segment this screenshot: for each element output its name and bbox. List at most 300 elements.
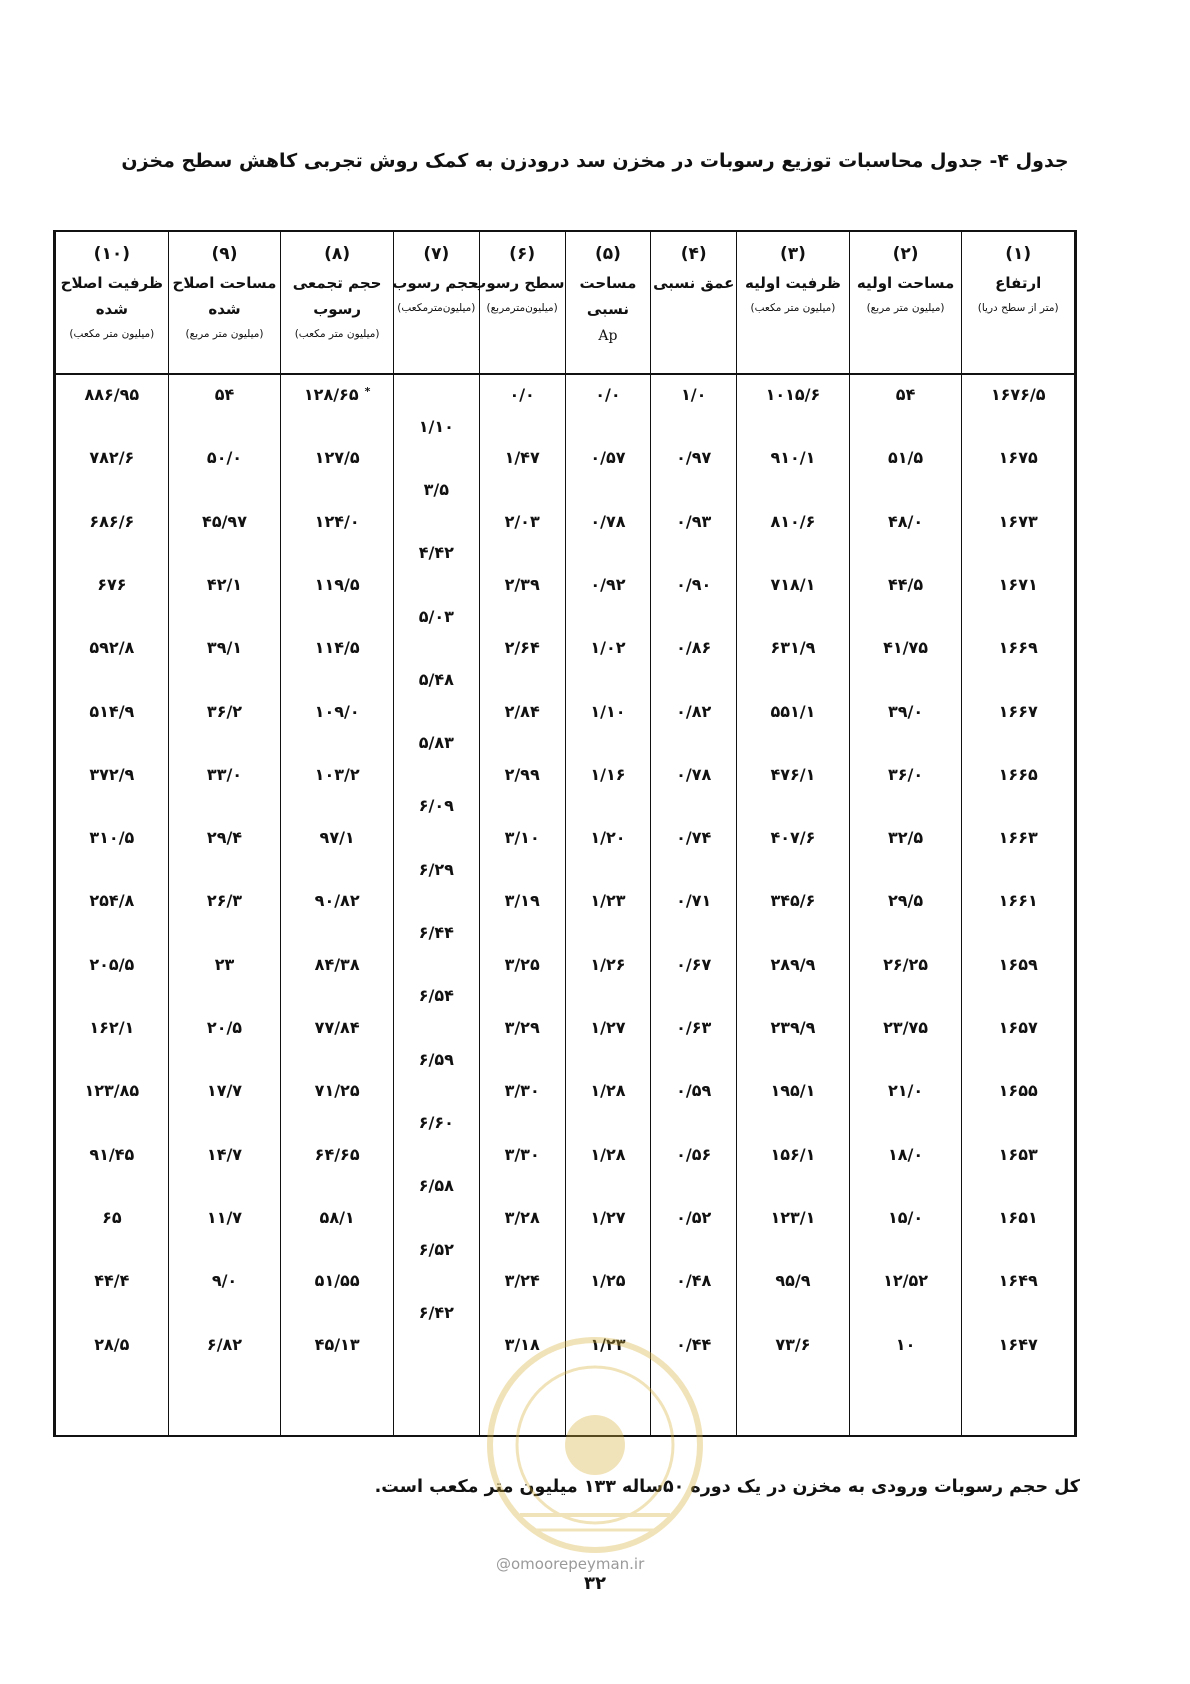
sediment-volume-cell: ۱/۱۰ bbox=[418, 416, 454, 436]
table-cell bbox=[651, 1018, 736, 1037]
cell-value: ۸۱۰/۶ bbox=[770, 511, 816, 531]
column-unit: (میلیون متر مکعب) bbox=[69, 328, 155, 340]
cell-value: ۴۴/۵ bbox=[887, 574, 924, 594]
cell-value: ۰/۹۷ bbox=[676, 448, 712, 468]
table-cell bbox=[56, 385, 168, 404]
cell-value: ۹۵/۹ bbox=[775, 1271, 811, 1291]
table-cell bbox=[651, 638, 736, 657]
cell-value: ۳۶/۰ bbox=[887, 764, 924, 784]
cell-value: ۰/۹۳ bbox=[676, 511, 712, 531]
cell-value: ۱۶۵۱ bbox=[998, 1207, 1038, 1227]
cell-value: ۴۵/۹۷ bbox=[202, 511, 247, 531]
table-cell bbox=[566, 1081, 651, 1100]
cell-value: ۰/۵۶ bbox=[676, 1144, 712, 1164]
cell-value: ۰/۵۲ bbox=[676, 1207, 712, 1227]
column-name: مساحت اولیه bbox=[856, 274, 955, 292]
cell-value: ۱۶۵۳ bbox=[998, 1144, 1038, 1164]
table-cell bbox=[737, 702, 849, 721]
cell-value: ۱۶۵۵ bbox=[998, 1081, 1038, 1101]
cell-value: ۱۲۳/۸۵ bbox=[84, 1081, 140, 1101]
cell-value: ۱۶۶۳ bbox=[998, 828, 1038, 848]
cell-value: ۵۸/۱ bbox=[319, 1207, 355, 1227]
table-cell bbox=[281, 512, 393, 531]
sediment-volume-cell: ۵/۰۳ bbox=[418, 606, 454, 626]
cell-value: ۶۷۶ bbox=[97, 574, 127, 594]
column-3-values bbox=[737, 374, 850, 1435]
cell-value: ۱۶۷۵ bbox=[998, 448, 1038, 468]
cell-value: ۱۹۵/۱ bbox=[770, 1081, 816, 1101]
cell-value: ۰/۵۷ bbox=[590, 448, 626, 468]
table-cell bbox=[850, 385, 962, 404]
cell-value: ۰/۸۶ bbox=[676, 638, 712, 658]
cell-value: ۳۶/۲ bbox=[206, 701, 243, 721]
cell-value: ۰/۶۷ bbox=[676, 954, 712, 974]
cell-value: ۵۵۱/۱ bbox=[770, 701, 816, 721]
table-cell bbox=[169, 765, 281, 784]
table-cell bbox=[850, 891, 962, 910]
table-cell bbox=[737, 765, 849, 784]
cell-value: ۴۷۶/۱ bbox=[770, 764, 816, 784]
table-cell bbox=[737, 1145, 849, 1164]
cell-value: ۱۶۲/۱ bbox=[89, 1018, 135, 1037]
cell-value: ۸۸۶/۹۵ bbox=[84, 385, 140, 404]
cell-value: ۹۱/۴۵ bbox=[89, 1144, 135, 1164]
table-cell bbox=[281, 448, 393, 467]
table-cell bbox=[651, 765, 736, 784]
cell-value: ۱/۲۳ bbox=[590, 891, 626, 911]
sediment-table bbox=[53, 230, 1077, 1437]
table-cell bbox=[281, 575, 393, 594]
table-cell bbox=[566, 1335, 651, 1354]
column-10-values bbox=[56, 374, 169, 1435]
table-cell bbox=[56, 1271, 168, 1290]
table-cell bbox=[850, 575, 962, 594]
table-cell bbox=[850, 1145, 962, 1164]
table-cell bbox=[566, 1018, 651, 1037]
cell-value: ۲۱/۰ bbox=[887, 1081, 924, 1101]
cell-value: ۱۱۹/۵ bbox=[314, 574, 360, 594]
table-cell bbox=[850, 765, 962, 784]
column-number: (۳) bbox=[779, 244, 806, 264]
cell-value: ۱/۲۳ bbox=[590, 1334, 626, 1354]
column-name: ارتفاع bbox=[995, 274, 1042, 292]
column-name-line2: شده bbox=[208, 300, 241, 318]
column-name: حجم رسوب bbox=[392, 274, 479, 292]
table-cell bbox=[169, 1081, 281, 1100]
column-name: عمق نسبی bbox=[653, 274, 735, 292]
table-cell bbox=[566, 448, 651, 467]
cell-value: ۱۷/۷ bbox=[206, 1081, 243, 1101]
sediment-volume-cell: ۵/۸۳ bbox=[418, 733, 454, 753]
table-cell bbox=[281, 1271, 393, 1290]
cell-value: ۱۲/۵۲ bbox=[883, 1271, 929, 1291]
table-cell bbox=[56, 1335, 168, 1354]
cell-value: ۱/۱۶ bbox=[590, 764, 626, 784]
cell-value: ۱۵/۰ bbox=[887, 1207, 924, 1227]
cell-value: ۰/۰ bbox=[509, 385, 535, 404]
column-header-4 bbox=[651, 232, 737, 374]
cell-value: ۰/۹۰ bbox=[676, 574, 712, 594]
cell-value: ۰/۷۱ bbox=[676, 891, 712, 911]
cell-value: ۶۵ bbox=[102, 1207, 122, 1227]
cell-value: ۹۱۰/۱ bbox=[770, 448, 816, 468]
table-cell bbox=[56, 1208, 168, 1227]
column-unit: (میلیون‌مترمکعب) bbox=[397, 302, 476, 314]
cell-value: ۱۲۸/۶۵ bbox=[303, 385, 359, 404]
table-cell bbox=[651, 448, 736, 467]
column-unit: (میلیون‌مترمربع) bbox=[486, 302, 558, 314]
cell-value: ۲/۸۴ bbox=[504, 701, 540, 721]
table-cell bbox=[169, 448, 281, 467]
table-cell bbox=[56, 1081, 168, 1100]
sediment-volume-cell: ۶/۵۲ bbox=[418, 1239, 454, 1259]
table-cell bbox=[169, 638, 281, 657]
column-symbol: Ap bbox=[598, 328, 618, 344]
column-7-values bbox=[393, 374, 479, 1435]
table-cell bbox=[566, 385, 651, 404]
cell-value: ۱۰۱۵/۶ bbox=[765, 385, 821, 404]
cell-value: ۱/۴۷ bbox=[504, 448, 540, 468]
table-cell bbox=[281, 1145, 393, 1164]
table-cell bbox=[56, 448, 168, 467]
table-cell bbox=[737, 828, 849, 847]
table-cell bbox=[56, 765, 168, 784]
table-cell bbox=[850, 638, 962, 657]
table-cell bbox=[566, 955, 651, 974]
table-cell bbox=[480, 448, 565, 467]
column-header-2 bbox=[849, 232, 962, 374]
column-2-values bbox=[849, 374, 962, 1435]
cell-value: ۱/۲۶ bbox=[590, 954, 626, 974]
table-cell bbox=[850, 1018, 962, 1037]
cell-value: ۵۰/۰ bbox=[206, 448, 243, 468]
column-name: سطح رسوب bbox=[471, 274, 565, 292]
table-cell bbox=[281, 765, 393, 784]
cell-value: ۱۶۵۷ bbox=[998, 1018, 1038, 1037]
table-cell bbox=[566, 702, 651, 721]
cell-value: ۲۳۹/۹ bbox=[770, 1018, 816, 1037]
cell-value: ۲۵۴/۸ bbox=[89, 891, 135, 911]
table-cell bbox=[169, 955, 281, 974]
column-1-values bbox=[962, 374, 1075, 1435]
cell-value: ۵۹۲/۸ bbox=[89, 638, 135, 658]
column-header-3 bbox=[737, 232, 850, 374]
table-cell bbox=[651, 575, 736, 594]
cell-value: ۵۱۴/۹ bbox=[89, 701, 135, 721]
column-name: مساحت اصلاح bbox=[172, 274, 277, 292]
cell-value: ۰/۷۸ bbox=[676, 764, 712, 784]
table-cell bbox=[651, 828, 736, 847]
table-cell bbox=[480, 702, 565, 721]
table-cell bbox=[281, 1208, 393, 1227]
sediment-volume-cell: ۶/۵۸ bbox=[418, 1176, 454, 1196]
column-6-values bbox=[479, 374, 565, 1435]
cell-value: ۴۱/۷۵ bbox=[883, 638, 929, 658]
cell-value: ۵۴ bbox=[895, 385, 916, 404]
column-header-8 bbox=[281, 232, 394, 374]
cell-value: ۱/۲۸ bbox=[590, 1144, 626, 1164]
table-cell bbox=[566, 1145, 651, 1164]
cell-value: ۱۰ bbox=[895, 1334, 916, 1354]
cell-value: ۷۱۸/۱ bbox=[770, 574, 816, 594]
table-cell bbox=[962, 638, 1074, 657]
table-cell bbox=[281, 828, 393, 847]
table-cell bbox=[56, 891, 168, 910]
table-cell bbox=[169, 702, 281, 721]
table-cell bbox=[850, 828, 962, 847]
table-cell bbox=[169, 1208, 281, 1227]
table-cell bbox=[737, 575, 849, 594]
column-unit: (میلیون متر مربع) bbox=[185, 328, 264, 340]
table-cell bbox=[169, 1145, 281, 1164]
table-cell bbox=[169, 828, 281, 847]
table-cell bbox=[281, 955, 393, 974]
total-sediment-note: کل حجم رسوبات ورودی به مخزن در یک دوره ۵۰ساله ۱۳۳ میلیون متر مکعب است. bbox=[374, 1477, 1080, 1497]
table-cell bbox=[169, 512, 281, 531]
cell-value: ۱۱/۷ bbox=[206, 1207, 243, 1227]
cell-value: ۰/۹۲ bbox=[590, 574, 626, 594]
sediment-volume-cell: ۶/۶۰ bbox=[418, 1112, 454, 1132]
table-cell bbox=[651, 955, 736, 974]
cell-value: ۱/۲۸ bbox=[590, 1081, 626, 1101]
table-cell bbox=[962, 1081, 1074, 1100]
cell-value: ۲۹/۴ bbox=[206, 828, 243, 848]
table-cell bbox=[962, 1271, 1074, 1290]
table-cell bbox=[962, 955, 1074, 974]
table-cell bbox=[56, 1018, 168, 1037]
cell-value: ۰/۵۹ bbox=[676, 1081, 712, 1101]
column-header-9 bbox=[168, 232, 281, 374]
cell-value: ۰/۷۴ bbox=[676, 828, 712, 848]
column-header-6 bbox=[471, 232, 565, 374]
cell-value: ۳۱۰/۵ bbox=[89, 828, 135, 848]
cell-value: ۲۶/۲۵ bbox=[883, 954, 929, 974]
cell-value: ۳/۲۴ bbox=[504, 1271, 540, 1291]
column-number: (۵) bbox=[594, 244, 621, 264]
cell-value: ۶۴/۶۵ bbox=[314, 1144, 360, 1164]
table-cell bbox=[651, 1145, 736, 1164]
column-number: (۶) bbox=[509, 244, 536, 264]
cell-value: ۳۷۲/۹ bbox=[89, 764, 135, 784]
cell-value: ۹/۰ bbox=[211, 1271, 238, 1291]
table-cell bbox=[480, 1081, 565, 1100]
table-cell bbox=[281, 385, 393, 404]
table-cell bbox=[850, 1208, 962, 1227]
cell-value: ۴۴/۴ bbox=[94, 1271, 130, 1291]
table-cell bbox=[56, 512, 168, 531]
cell-value: ۲۰۵/۵ bbox=[89, 954, 135, 974]
table-cell bbox=[480, 638, 565, 657]
table-cell bbox=[56, 1145, 168, 1164]
table-cell bbox=[737, 638, 849, 657]
table-cell bbox=[566, 891, 651, 910]
cell-value: ۱/۲۰ bbox=[590, 828, 626, 848]
cell-value: ۰/۶۳ bbox=[676, 1018, 712, 1037]
table-cell bbox=[737, 1081, 849, 1100]
table-cell bbox=[737, 955, 849, 974]
cell-value: ۱۶۶۷ bbox=[998, 701, 1038, 721]
cell-value: ۳/۱۰ bbox=[504, 828, 540, 848]
cell-value: ۱۶۷۶/۵ bbox=[990, 385, 1046, 404]
cell-value: ۵۴ bbox=[214, 385, 235, 404]
cell-value: ۰/۰ bbox=[595, 385, 621, 404]
column-name: مساحت bbox=[579, 274, 637, 292]
cell-value: ۳/۲۵ bbox=[504, 954, 540, 974]
column-header-1 bbox=[962, 232, 1075, 374]
table-cell bbox=[651, 891, 736, 910]
table-cell bbox=[962, 575, 1074, 594]
table-cell bbox=[962, 891, 1074, 910]
column-number: (۱) bbox=[1005, 244, 1032, 264]
cell-value: ۳۴۵/۶ bbox=[770, 891, 816, 911]
table-cell bbox=[850, 1271, 962, 1290]
table-cell bbox=[962, 1145, 1074, 1164]
cell-value: ۳۳/۰ bbox=[206, 764, 243, 784]
cell-value: ۱/۰۲ bbox=[590, 638, 626, 658]
table-cell bbox=[651, 512, 736, 531]
column-number: (۴) bbox=[680, 244, 707, 264]
table-cell bbox=[566, 638, 651, 657]
cell-value: ۵۱/۵ bbox=[887, 448, 924, 468]
column-name-line2: شده bbox=[95, 300, 128, 318]
column-number: (۹) bbox=[211, 244, 238, 264]
cell-value: ۶۸۶/۶ bbox=[89, 511, 135, 531]
cell-value: ۳/۳۰ bbox=[504, 1144, 540, 1164]
cell-value: ۲۹/۵ bbox=[887, 891, 924, 911]
cell-value: ۱۰۹/۰ bbox=[314, 701, 360, 721]
table-cell bbox=[962, 1335, 1074, 1354]
cell-value: ۱/۲۵ bbox=[590, 1271, 626, 1291]
cell-value: ۰/۸۲ bbox=[676, 701, 712, 721]
table-cell bbox=[281, 702, 393, 721]
table-cell bbox=[480, 828, 565, 847]
cell-value: ۳/۱۸ bbox=[504, 1334, 540, 1354]
column-header-10 bbox=[56, 232, 169, 374]
table-cell bbox=[566, 512, 651, 531]
page-number: ۳۲ bbox=[584, 1573, 606, 1594]
cell-value: ۱۶۵۹ bbox=[998, 954, 1038, 974]
cell-value: ۱۶۴۹ bbox=[998, 1271, 1038, 1291]
cell-value: ۱۶۶۵ bbox=[998, 764, 1038, 784]
cell-value: ۷۳/۶ bbox=[775, 1334, 811, 1354]
column-name: ظرفیت اولیه bbox=[745, 274, 841, 292]
cell-value: ۰/۴۸ bbox=[676, 1271, 712, 1291]
table-cell bbox=[850, 512, 962, 531]
cell-value: ۲۸۹/۹ bbox=[770, 954, 816, 974]
table-cell bbox=[480, 1271, 565, 1290]
cell-value: ۴۲/۱ bbox=[206, 574, 243, 594]
cell-value: ۰/۴۴ bbox=[676, 1334, 712, 1354]
table-cell bbox=[281, 1081, 393, 1100]
sediment-volume-cell: ۶/۵۹ bbox=[418, 1049, 454, 1069]
column-header-7 bbox=[393, 232, 479, 374]
table-cell bbox=[480, 512, 565, 531]
column-4-values bbox=[651, 374, 737, 1435]
cell-value: ۲۳ bbox=[214, 954, 235, 974]
table-cell bbox=[737, 1208, 849, 1227]
table-cell bbox=[56, 955, 168, 974]
table-cell bbox=[480, 891, 565, 910]
cell-value: ۲۸/۵ bbox=[94, 1334, 130, 1354]
table-cell bbox=[962, 448, 1074, 467]
table-cell bbox=[56, 638, 168, 657]
table-cell bbox=[169, 1018, 281, 1037]
cell-value: ۱۵۶/۱ bbox=[770, 1144, 816, 1164]
cell-value: ۳/۳۰ bbox=[504, 1081, 540, 1101]
sediment-volume-cell: ۵/۴۸ bbox=[418, 669, 454, 689]
sediment-volume-cell: ۶/۵۴ bbox=[418, 986, 454, 1006]
cell-value: ۵۱/۵۵ bbox=[314, 1271, 360, 1291]
column-9-values bbox=[168, 374, 281, 1435]
table-cell bbox=[850, 1335, 962, 1354]
table-cell bbox=[56, 575, 168, 594]
cell-value: ۶/۸۲ bbox=[206, 1334, 243, 1354]
cell-value: ۳/۲۸ bbox=[504, 1207, 540, 1227]
table-cell bbox=[962, 512, 1074, 531]
sediment-volume-cell: ۴/۴۲ bbox=[418, 543, 454, 563]
column-name: حجم تجمعی bbox=[292, 274, 382, 292]
cell-value: ۳/۲۹ bbox=[504, 1018, 540, 1037]
table-cell bbox=[169, 575, 281, 594]
table-cell bbox=[169, 385, 281, 404]
cell-value: ۴۰۷/۶ bbox=[770, 828, 816, 848]
table-cell bbox=[281, 638, 393, 657]
table-cell bbox=[737, 1018, 849, 1037]
table-cell bbox=[281, 1335, 393, 1354]
cell-value: ۳/۱۹ bbox=[504, 891, 540, 911]
cell-value: ۱/۱۰ bbox=[590, 701, 626, 721]
table-cell bbox=[850, 702, 962, 721]
cell-value: ۲/۰۳ bbox=[504, 511, 540, 531]
cell-value: ۴۸/۰ bbox=[887, 511, 924, 531]
table-cell bbox=[737, 448, 849, 467]
table-cell bbox=[566, 1271, 651, 1290]
column-name-line2: نسبی bbox=[586, 300, 630, 318]
cell-value: ۱۲۷/۵ bbox=[314, 448, 360, 468]
table-title: جدول ۴- جدول محاسبات توزیع رسوبات در مخزن سد درودزن به کمک روش تجربی کاهش سطح مخزن bbox=[121, 150, 1069, 172]
column-number: (۱۰) bbox=[93, 244, 130, 264]
table-cell bbox=[651, 1335, 736, 1354]
cell-value: ۱/۲۷ bbox=[590, 1018, 626, 1037]
column-unit: (متر از سطح دریا) bbox=[977, 302, 1059, 314]
table-cell bbox=[651, 1271, 736, 1290]
sediment-volume-cell: ۶/۴۲ bbox=[418, 1302, 454, 1322]
cell-value: ۹۷/۱ bbox=[319, 828, 355, 848]
cell-value: ۳۹/۰ bbox=[887, 701, 924, 721]
table-cell bbox=[281, 891, 393, 910]
table-cell bbox=[737, 385, 849, 404]
table-cell bbox=[651, 702, 736, 721]
cell-value: ۸۴/۳۸ bbox=[314, 954, 360, 974]
table-cell bbox=[651, 1081, 736, 1100]
cell-value: ۱/۲۷ bbox=[590, 1207, 626, 1227]
cell-value: ۷۱/۲۵ bbox=[314, 1081, 360, 1101]
column-header-5 bbox=[565, 232, 651, 374]
table-cell bbox=[962, 702, 1074, 721]
column-number: (۸) bbox=[324, 244, 351, 264]
cell-value: ۱۱۴/۵ bbox=[314, 638, 360, 658]
cell-value: ۱۲۳/۱ bbox=[770, 1207, 816, 1227]
column-number: (۲) bbox=[892, 244, 919, 264]
cell-value: ۷۷/۸۴ bbox=[314, 1018, 360, 1037]
cell-value: ۳۲/۵ bbox=[887, 828, 924, 848]
table-cell bbox=[566, 765, 651, 784]
column-8-values bbox=[281, 374, 394, 1435]
column-5-values bbox=[565, 374, 651, 1435]
cell-value: ۱۶۴۷ bbox=[998, 1334, 1038, 1354]
footnote-mark: * bbox=[364, 385, 371, 398]
cell-value: ۲/۶۴ bbox=[504, 638, 540, 658]
